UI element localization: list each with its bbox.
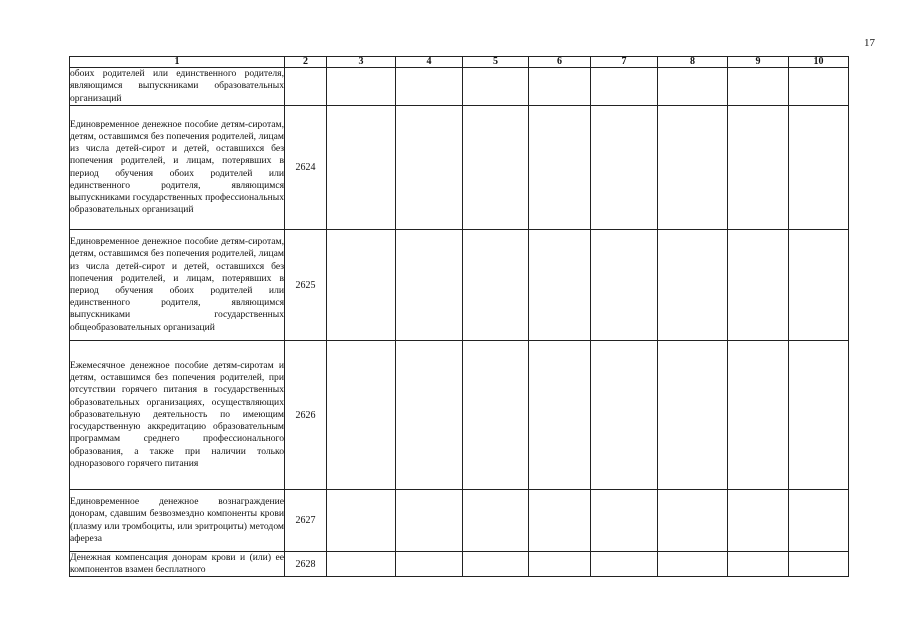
empty-cell [591, 230, 658, 341]
column-header-4: 4 [396, 57, 463, 68]
empty-cell [658, 341, 728, 490]
empty-cell [789, 230, 849, 341]
empty-cell [463, 552, 529, 577]
row-code: 2628 [285, 552, 327, 577]
empty-cell [327, 106, 396, 230]
empty-cell [529, 341, 591, 490]
empty-cell [327, 68, 396, 106]
empty-cell [591, 68, 658, 106]
row-code: 2626 [285, 341, 327, 490]
empty-cell [728, 341, 789, 490]
column-header-8: 8 [658, 57, 728, 68]
empty-cell [396, 68, 463, 106]
empty-cell [728, 68, 789, 106]
empty-cell [658, 490, 728, 552]
page-number: 17 [864, 37, 875, 49]
row-code: 2624 [285, 106, 327, 230]
empty-cell [327, 341, 396, 490]
empty-cell [591, 106, 658, 230]
row-code [285, 68, 327, 106]
empty-cell [327, 490, 396, 552]
empty-cell [789, 68, 849, 106]
empty-cell [789, 341, 849, 490]
column-header-3: 3 [327, 57, 396, 68]
empty-cell [529, 230, 591, 341]
empty-cell [658, 106, 728, 230]
column-header-5: 5 [463, 57, 529, 68]
row-description: Единовременное денежное пособие детям-сиротам, детям, оставшимся без попечения родителей, лицам из числа детей-сирот и детей, оставшихся без попечения родителей, и лицам, потерявших в период обучения обоих родителей или единственного родителя, являющимся выпускниками государственных профессиональных образовательных организаций [70, 106, 285, 230]
empty-cell [591, 341, 658, 490]
table-row [70, 106, 849, 230]
empty-cell [327, 230, 396, 341]
table-row [70, 490, 849, 552]
empty-cell [463, 230, 529, 341]
empty-cell [529, 552, 591, 577]
empty-cell [658, 230, 728, 341]
empty-cell [463, 106, 529, 230]
row-description: Единовременное денежное вознаграждение донорам, сдавшим безвозмездно компоненты крови (плазму или тромбоциты, или эритроциты) методом афереза [70, 490, 285, 552]
column-header-10: 10 [789, 57, 849, 68]
row-code: 2627 [285, 490, 327, 552]
empty-cell [529, 490, 591, 552]
empty-cell [658, 552, 728, 577]
empty-cell [591, 552, 658, 577]
empty-cell [658, 68, 728, 106]
empty-cell [327, 552, 396, 577]
empty-cell [591, 490, 658, 552]
empty-cell [463, 68, 529, 106]
table-row [70, 68, 849, 106]
table-row [70, 230, 849, 341]
empty-cell [396, 490, 463, 552]
empty-cell [789, 552, 849, 577]
empty-cell [728, 490, 789, 552]
row-description: Единовременное денежное пособие детям-сиротам, детям, оставшимся без попечения родителей, лицам из числа детей-сирот и детей, оставшихся без попечения родителей, и лицам, потерявших в период обучения обоих родителей или единственного родителя, являющимся выпускниками государственных общеобразовательных организаций [70, 230, 285, 341]
data-table [69, 56, 849, 577]
empty-cell [728, 552, 789, 577]
empty-cell [529, 68, 591, 106]
column-header-7: 7 [591, 57, 658, 68]
empty-cell [529, 106, 591, 230]
row-code: 2625 [285, 230, 327, 341]
empty-cell [728, 230, 789, 341]
column-header-6: 6 [529, 57, 591, 68]
table-row [70, 341, 849, 490]
column-header-2: 2 [285, 57, 327, 68]
header-row [70, 57, 849, 68]
column-header-1: 1 [70, 57, 285, 68]
empty-cell [396, 552, 463, 577]
empty-cell [463, 341, 529, 490]
empty-cell [789, 106, 849, 230]
table-row [70, 552, 849, 577]
empty-cell [728, 106, 789, 230]
empty-cell [789, 490, 849, 552]
row-description: Ежемесячное денежное пособие детям-сиротам и детям, оставшимся без попечения родителей, при отсутствии горячего питания в государственных образовательных организациях, осуществляющих образовательную деятельность по имеющим государственную аккредитацию образовательным программам среднего профессионального образования, а также при наличии только одноразового горячего питания [70, 341, 285, 490]
row-description: обоих родителей или единственного родителя, являющимся выпускниками образовательных организаций [70, 68, 284, 104]
empty-cell [396, 106, 463, 230]
empty-cell [396, 230, 463, 341]
row-description: Денежная компенсация донорам крови и (или) ее компонентов взамен бесплатного [70, 552, 284, 576]
column-header-9: 9 [728, 57, 789, 68]
empty-cell [396, 341, 463, 490]
empty-cell [463, 490, 529, 552]
